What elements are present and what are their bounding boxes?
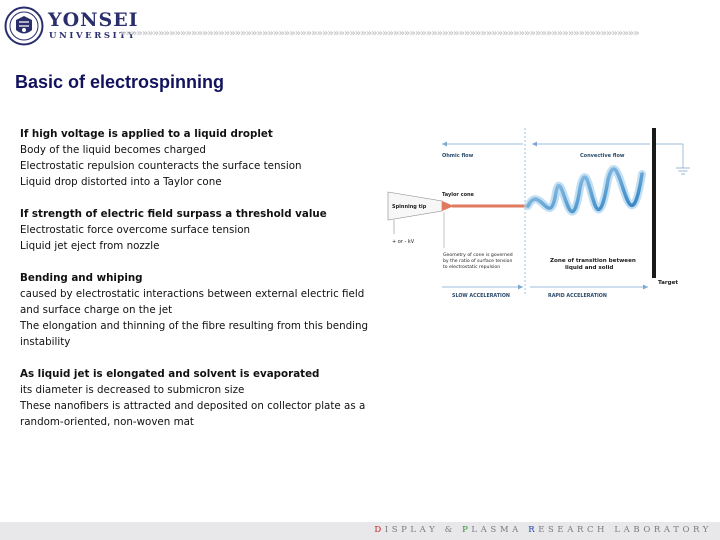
slow-acceleration-label: SLOW ACCELERATION bbox=[452, 294, 510, 299]
ground-wire bbox=[656, 144, 683, 168]
paragraph-threshold bbox=[20, 206, 370, 254]
lab-name-initial: D bbox=[374, 525, 385, 535]
footer bbox=[0, 522, 720, 540]
arrowhead-icon bbox=[518, 285, 523, 290]
yonsei-seal-logo bbox=[4, 6, 44, 46]
paragraph-line: Electrostatic repulsion counteracts the surface tension bbox=[20, 160, 302, 172]
zone-label-line: Zone of transition between bbox=[550, 258, 636, 264]
decorative-chevron-bar: »»»»»»»»»»»»»»»»»»»»»»»»»»»»»»»»»»»»»»»»»»»»»»»»»»»»»»»»»»»»»»»»»»»»»»»»»»»»»»»»»»»»»»»»»»»»»»» bbox=[120, 29, 639, 39]
paragraph-line: Electrostatic force overcome surface tension bbox=[20, 224, 251, 236]
whipping-jet-spirals bbox=[528, 169, 642, 212]
paragraph-line: Body of the liquid becomes charged bbox=[20, 144, 206, 156]
lab-name-word: ISPLAY bbox=[384, 525, 439, 535]
paragraph-heading: As liquid jet is elongated and solvent is evaporated bbox=[20, 368, 320, 380]
lab-name bbox=[374, 525, 712, 535]
voltage-label: + or - kV bbox=[392, 239, 415, 245]
ohmic-flow-label: Ohmic flow bbox=[442, 153, 474, 159]
target-plate bbox=[652, 128, 656, 278]
brand-subtitle: UNIVERSITY bbox=[49, 31, 137, 41]
geometry-note-line: by the ratio of surface tension bbox=[443, 259, 513, 264]
lab-name-initial: P bbox=[462, 525, 472, 535]
geometry-note bbox=[443, 252, 514, 270]
page-title: Basic of electrospinning bbox=[15, 72, 225, 92]
lab-name-word: LASMA bbox=[471, 525, 522, 535]
paragraph-line: Liquid drop distorted into a Taylor cone bbox=[20, 176, 222, 188]
zone-label bbox=[550, 258, 638, 271]
zone-label-line: liquid and solid bbox=[565, 265, 614, 271]
paragraph-heading: If high voltage is applied to a liquid droplet bbox=[20, 128, 273, 140]
target-label: Target bbox=[658, 280, 679, 286]
geometry-note-line: to electrostatic repulsion bbox=[443, 265, 501, 270]
taylor-cone-label: Taylor cone bbox=[442, 192, 474, 198]
paragraph-line: its diameter is decreased to submicron size bbox=[20, 384, 245, 396]
ground-icon bbox=[676, 168, 690, 174]
paragraph-heading: Bending and whiping bbox=[20, 272, 143, 284]
paragraph-heading: If strength of electric field surpass a threshold value bbox=[20, 208, 327, 220]
paragraph-line: Liquid jet eject from nozzle bbox=[20, 240, 160, 252]
lab-name-initial: R bbox=[528, 525, 539, 535]
brand-name: YONSEI bbox=[48, 9, 139, 31]
geometry-note-line: Geometry of cone is governed bbox=[443, 253, 513, 258]
paragraph-bending bbox=[20, 270, 370, 350]
paragraph-line: The elongation and thinning of the fibre resulting from this bending instability bbox=[20, 320, 369, 348]
text-body bbox=[20, 126, 370, 446]
arrowhead-icon bbox=[442, 142, 447, 147]
arrowhead-icon bbox=[643, 285, 648, 290]
paragraph-line: These nanofibers is attracted and deposited on collector plate as a random-oriented, non-woven mat bbox=[20, 400, 366, 428]
electrospinning-diagram bbox=[380, 122, 700, 307]
paragraph-taylor-cone bbox=[20, 126, 370, 190]
lab-name-ampersand: & bbox=[444, 525, 456, 535]
paragraph-evaporation bbox=[20, 366, 370, 430]
lab-name-word: ESEARCH LABORATORY bbox=[538, 525, 712, 535]
rapid-acceleration-label: RAPID ACCELERATION bbox=[548, 294, 607, 299]
header bbox=[0, 0, 720, 56]
spinning-tip-label: Spinning tip bbox=[392, 204, 427, 210]
paragraph-line: caused by electrostatic interactions between external electric field and surface charge on the jet bbox=[20, 288, 365, 316]
arrowhead-icon bbox=[532, 142, 537, 147]
convective-flow-label: Convective flow bbox=[580, 153, 625, 159]
